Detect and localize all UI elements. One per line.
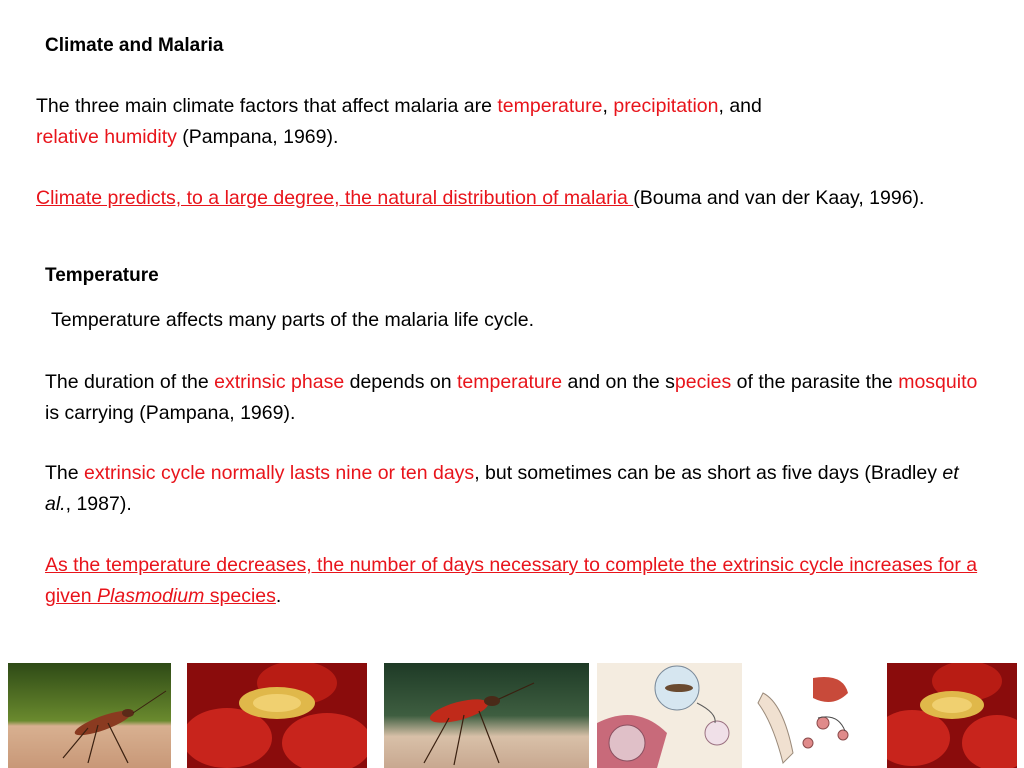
- text: , 1987).: [65, 493, 132, 515]
- text: ,: [602, 95, 614, 117]
- mosquito-photo: [384, 663, 589, 768]
- paragraph-climate-predicts: [36, 183, 986, 214]
- text: The: [45, 462, 85, 484]
- text: The duration of the: [45, 371, 215, 393]
- heading-temperature: Temperature: [45, 265, 159, 286]
- text: .: [275, 585, 282, 607]
- highlight-climate-predicts: Climate predicts, to a large degree, the natural distribution of malaria: [36, 187, 634, 209]
- highlight-temperature-decreases: As the temperature decreases, the number of days necessary to complete the extrinsic cycle increases for a given: [45, 554, 978, 607]
- text: and on the s: [562, 371, 675, 393]
- paragraph-temperature-affects: Temperature affects many parts of the malaria life cycle.: [51, 309, 535, 331]
- paragraph-temperature-decreases: [45, 550, 985, 612]
- citation: (Bouma and van der Kaay, 1996).: [633, 187, 925, 209]
- text: is carrying (Pampana, 1969).: [45, 402, 296, 424]
- highlight-plasmodium: Plasmodium: [97, 585, 205, 607]
- highlight-species: pecies: [674, 371, 732, 393]
- title-climate-and-malaria: Climate and Malaria: [45, 35, 224, 56]
- highlight-precipitation: precipitation: [613, 95, 719, 117]
- highlight-extrinsic-phase: extrinsic phase: [214, 371, 345, 393]
- text: of the parasite the: [731, 371, 899, 393]
- highlight-temperature: temperature: [456, 371, 563, 393]
- red-blood-cells-image: [887, 663, 1017, 768]
- highlight-temperature: temperature: [497, 95, 603, 117]
- highlight-species: species: [204, 585, 276, 607]
- text: , but sometimes can be as short as five days (Bradley: [474, 462, 943, 484]
- mosquito-photo: [8, 663, 171, 768]
- paragraph-climate-factors: [36, 91, 986, 153]
- life-cycle-diagram: [597, 663, 742, 768]
- red-blood-cells-image: [187, 663, 367, 768]
- highlight-extrinsic-cycle: extrinsic cycle normally lasts nine or ten days: [84, 462, 475, 484]
- text: , and: [718, 95, 762, 117]
- citation: (Pampana, 1969).: [176, 126, 339, 148]
- text: depends on: [344, 371, 457, 393]
- paragraph-extrinsic-cycle: [45, 458, 985, 520]
- highlight-relative-humidity: relative humidity: [36, 126, 177, 148]
- text: The three main climate factors that affect malaria are: [36, 95, 498, 117]
- highlight-mosquito: mosquito: [898, 371, 978, 393]
- text-et-al: et al.: [45, 462, 959, 515]
- life-cycle-diagram: [753, 663, 875, 768]
- paragraph-extrinsic-phase: [45, 367, 985, 429]
